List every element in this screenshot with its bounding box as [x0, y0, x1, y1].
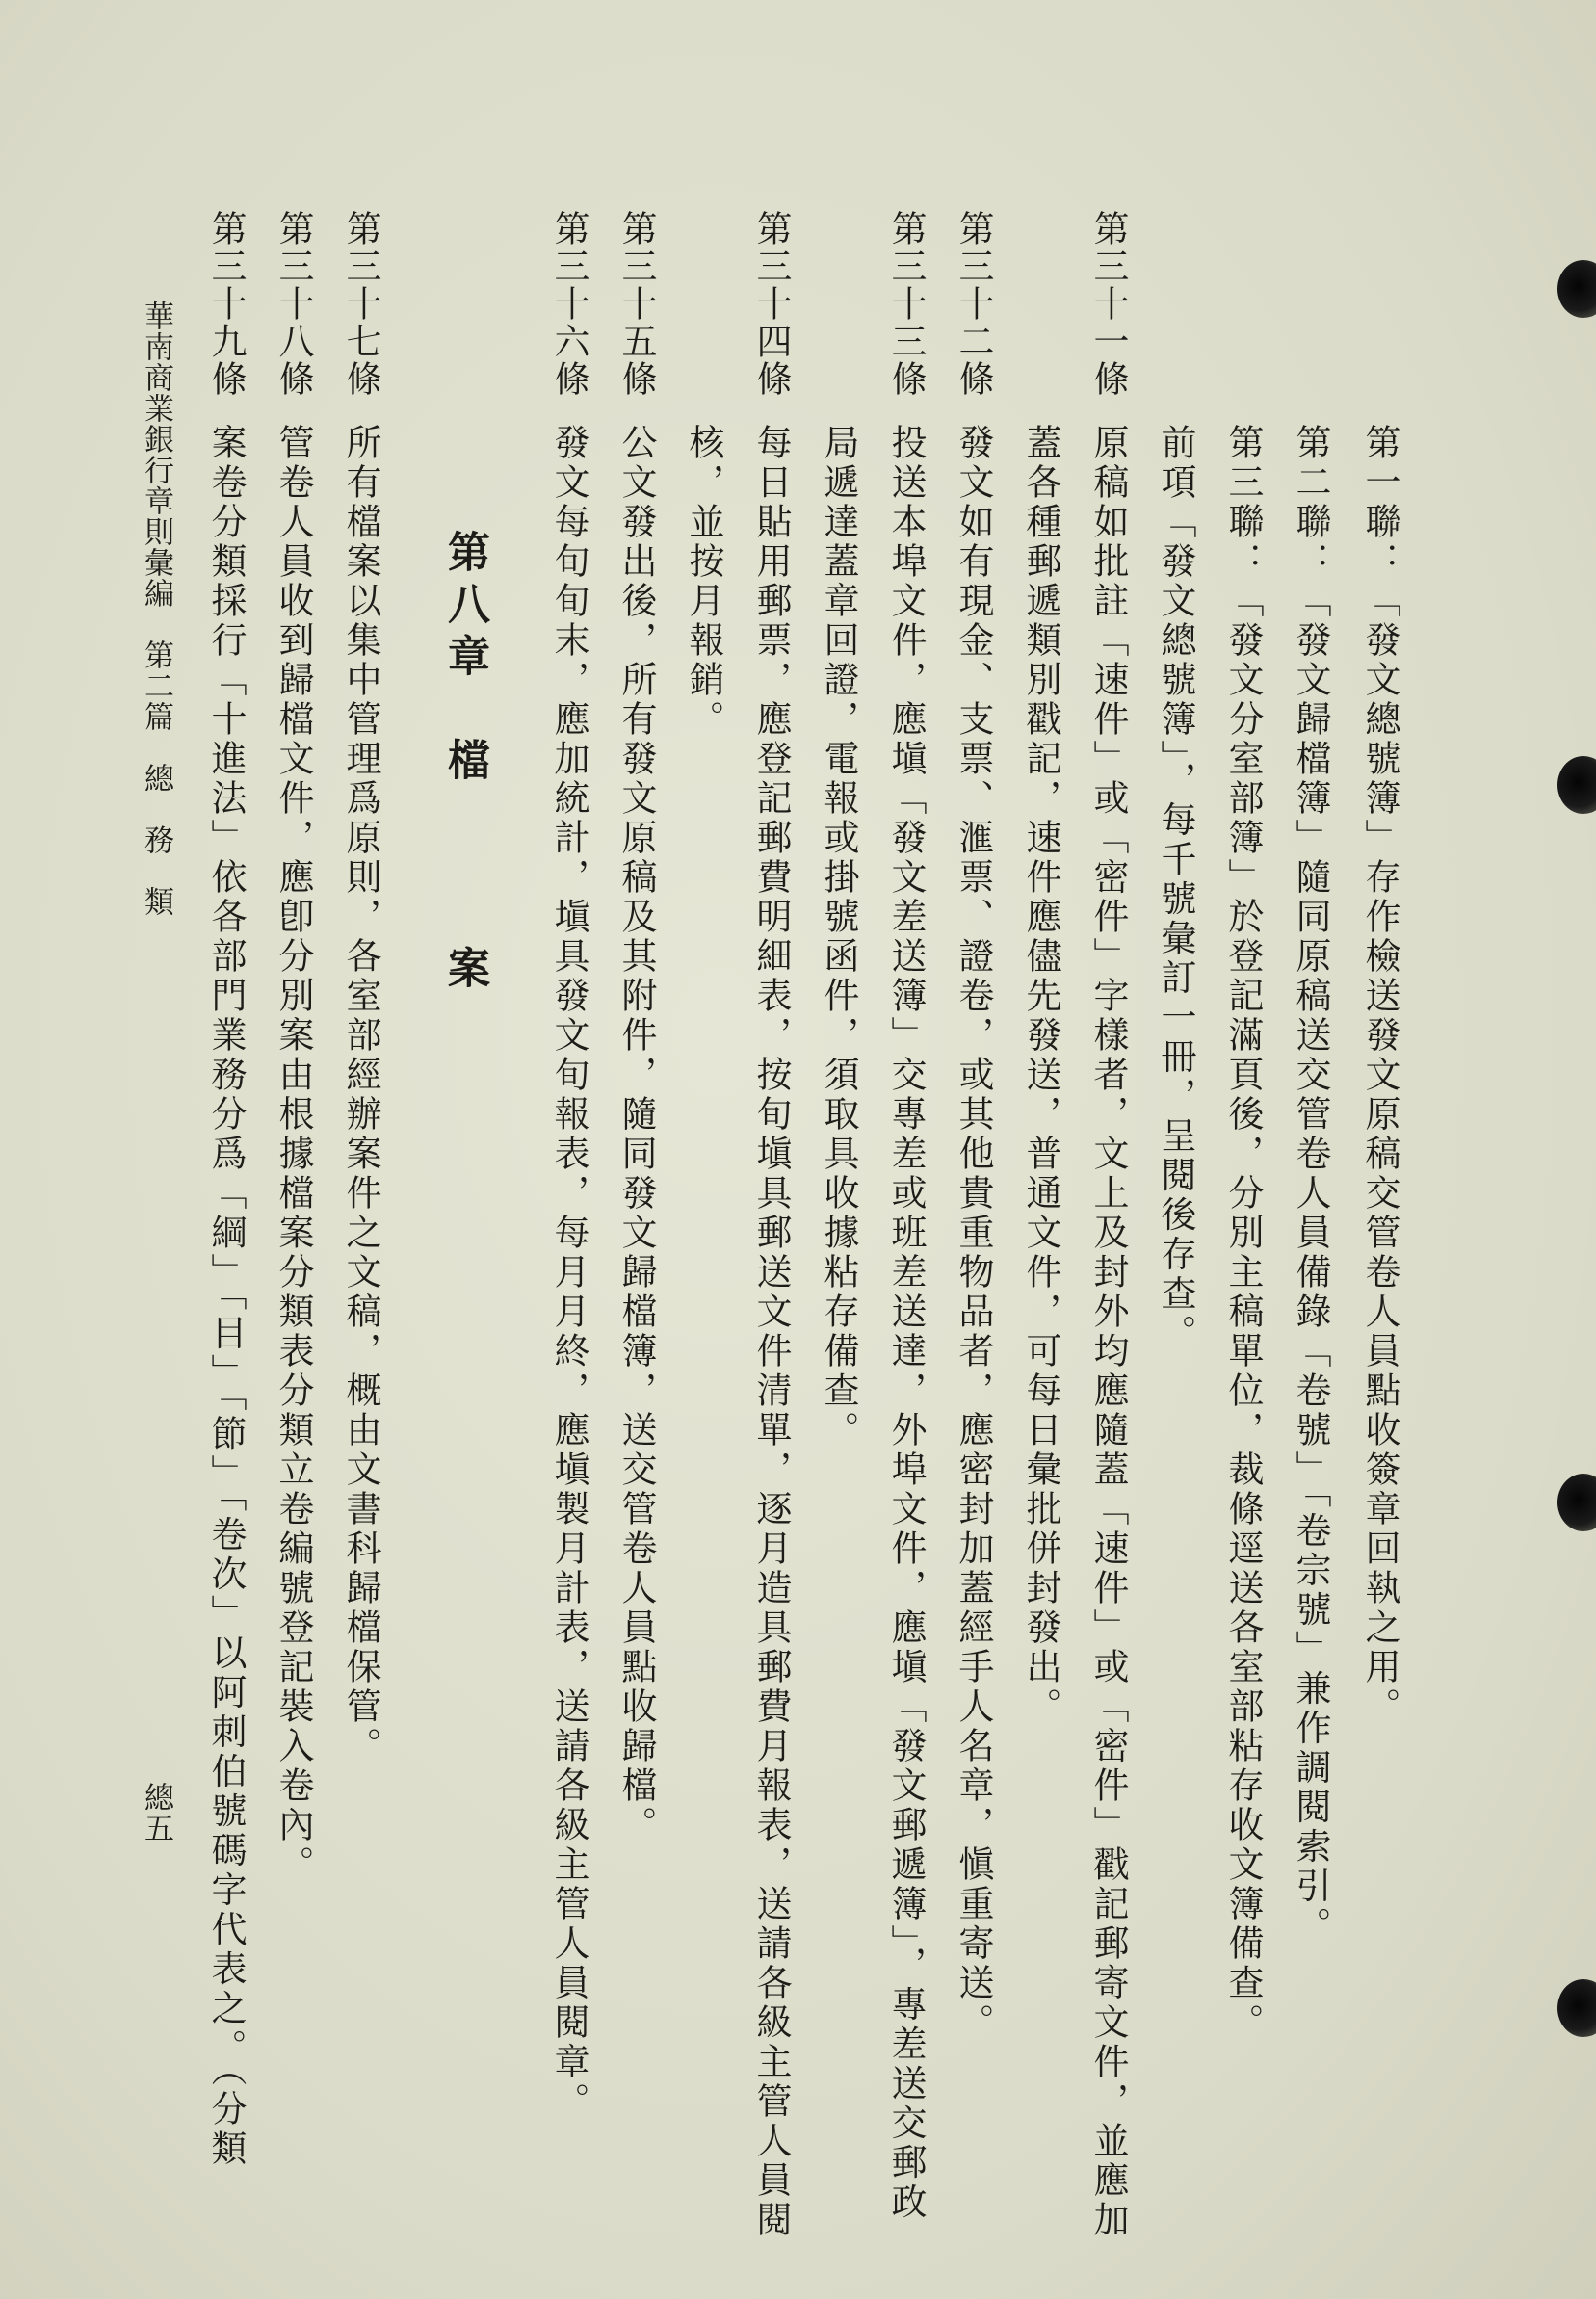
article-31-cont: 蓋各種郵遞類別戳記，速件應儘先發送，普通文件，可每日彙批併封發出。 [1020, 424, 1061, 1727]
article-35-text: 公文發出後，所有發文原稿及其附件，隨同發文歸檔簿，送交管卷人員點收歸檔。 [615, 424, 657, 1845]
article-34-cont: 核，並按月報銷。 [683, 424, 724, 740]
article-34-text: 每日貼用郵票，應登記郵費明細表，按旬塡具郵送文件清單，逐月造具郵費月報表，送請各級主管人員閱 [750, 424, 792, 2240]
article-32-text: 發文如有現金、支票、滙票、證卷，或其他貴重物品者，應密封加蓋經手人名章，愼重寄送。 [953, 424, 994, 2043]
article-31-sub1: 第一聯：「發文總號簿」存作檢送發文原稿交管卷人員點收簽章回執之用。 [1359, 424, 1400, 1727]
chapter-heading: 第八章 檔 案 [440, 530, 489, 998]
article-35-label: 第三十五條 [615, 210, 657, 398]
article-31-text: 原稿如批註「速件」或「密件」字樣者，文上及封外均應隨蓋「速件」或「密件」戳記郵寄文件，並應加 [1087, 424, 1129, 2240]
page-number: 總五 [139, 1782, 173, 1843]
article-31-sub2: 第二聯：「發文歸檔簿」隨同原稿送交管卷人員備錄「卷號」「卷宗號」兼作調閱索引。 [1290, 424, 1331, 1946]
article-39-label: 第三十九條 [205, 210, 247, 398]
article-33-text: 投送本埠文件，應塡「發文差送簿」交專差或班差送達，外埠文件，應塡「發文郵遞簿」，專差送交郵政 [885, 424, 927, 2223]
footer-title: 華南商業銀行章則彙編 第二篇 總 務 類 [139, 300, 173, 917]
article-32-label: 第三十二條 [953, 210, 994, 398]
article-38-text: 管卷人員收到歸檔文件，應卽分別案由根據檔案分類表分類立卷編號登記裝入卷內。 [273, 424, 314, 1885]
article-31-sub3: 第三聯：「發文分室部簿」於登記滿頁後，分別主稿單位，裁條逕送各室部粘存收文簿備查。 [1222, 424, 1264, 2043]
article-31-label: 第三十一條 [1087, 210, 1129, 398]
article-37-label: 第三十七條 [340, 210, 381, 398]
article-34-label: 第三十四條 [750, 210, 792, 398]
article-36-label: 第三十六條 [548, 210, 589, 398]
article-31-note: 前項「發文總號簿」，每千號彙訂一冊，呈閱後存查。 [1155, 424, 1196, 1354]
article-33-cont: 局遞達蓋章回證，電報或掛號函件，須取具收據粘存備查。 [818, 424, 859, 1450]
article-39-text: 案卷分類採行「十進法」依各部門業務分爲「綱」「目」「節」「卷次」以阿刺伯號碼字代表之。（分類 [205, 424, 247, 2169]
article-37-text: 所有檔案以集中管理爲原則，各室部經辦案件之文稿，概由文書科歸檔保管。 [340, 424, 381, 1766]
article-33-label: 第三十三條 [885, 210, 927, 398]
punch-hole-1 [1557, 260, 1596, 318]
article-38-label: 第三十八條 [273, 210, 314, 398]
article-36-text: 發文每旬旬末，應加統計，塡具發文旬報表，每月月終，應塡製月計表，送請各級主管人員閱章。 [548, 424, 589, 2122]
punch-hole-4 [1557, 1979, 1596, 2037]
punch-hole-3 [1557, 1474, 1596, 1531]
punch-hole-2 [1557, 756, 1596, 814]
